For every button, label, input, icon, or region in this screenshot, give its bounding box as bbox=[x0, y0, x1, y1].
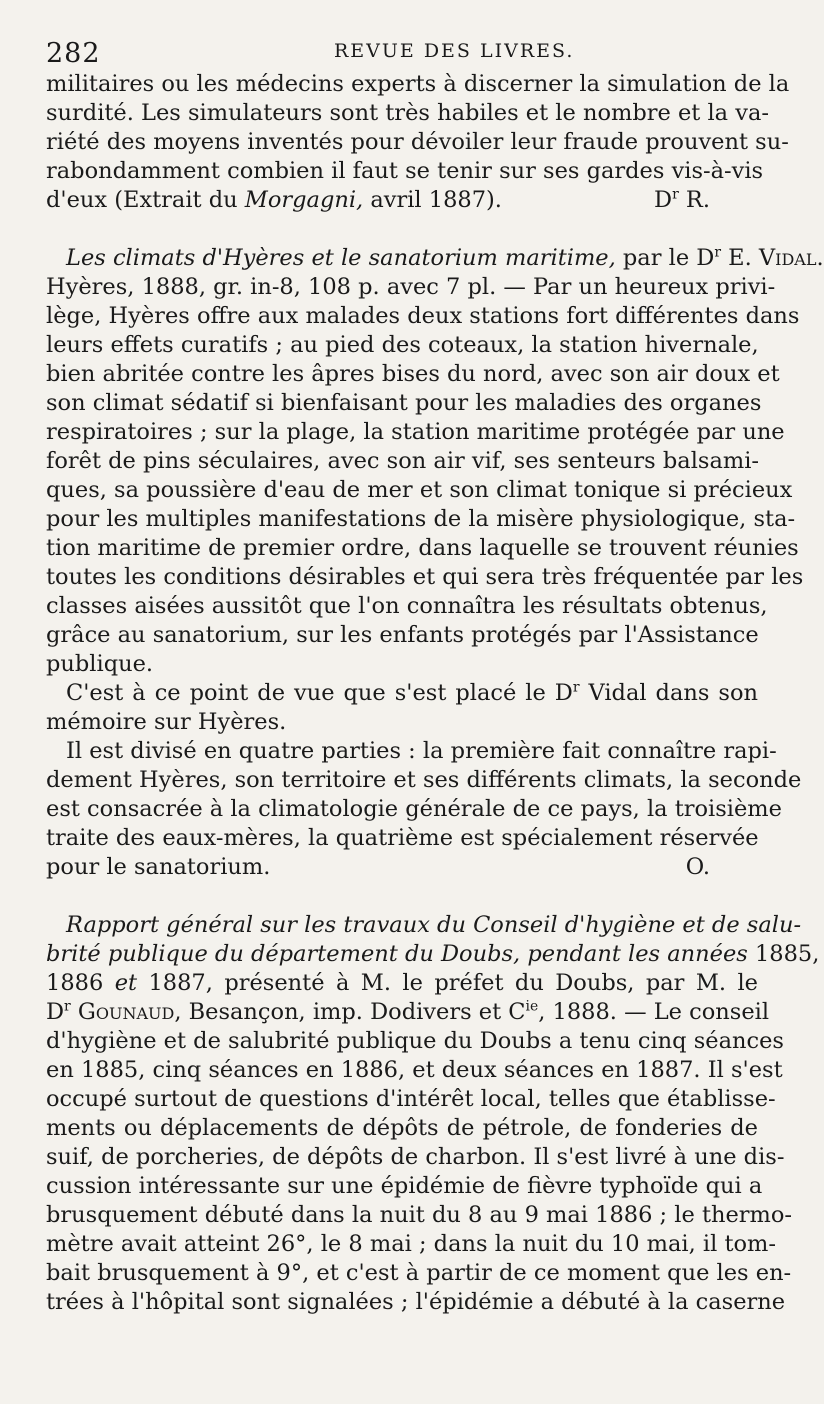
text-line: son climat sédatif si bienfaisant pour les maladies des organes bbox=[46, 390, 762, 416]
text-line: ments ou déplacements de dépôts de pétrole, de fonderies de bbox=[46, 1115, 758, 1141]
article-title: Les climats d'Hyères et le sanatorium maritime, par le $D^r$ E. Vidal. bbox=[66, 244, 824, 271]
text-line: forêt de pins séculaires, avec son air vif, ses senteurs balsami- bbox=[46, 448, 759, 474]
text-line: Il est divisé en quatre parties : la première fait connaître rapi- bbox=[66, 738, 777, 764]
text-line: riété des moyens inventés pour dévoiler leur fraude prouvent su- bbox=[46, 129, 789, 155]
text-line: mémoire sur Hyères. bbox=[46, 709, 287, 735]
text-line: occupé surtout de questions d'intérêt local, telles que établisse- bbox=[46, 1086, 776, 1112]
journal-title: Morgagni, bbox=[244, 187, 364, 213]
section-gap bbox=[46, 215, 758, 244]
text-line: publique. bbox=[46, 651, 154, 677]
article-title-cont: brité publique du département du Doubs, pendant les années 1885, bbox=[46, 941, 820, 967]
text-line: ques, sa poussière d'eau de mer et son climat tonique si précieux bbox=[46, 477, 793, 503]
text-line: dement Hyères, son territoire et ses différents climats, la seconde bbox=[46, 767, 802, 793]
text-line: en 1885, cinq séances en 1886, et deux séances en 1887. Il s'est bbox=[46, 1057, 783, 1083]
text-line: mètre avait atteint 26°, le 8 mai ; dans la nuit du 10 mai, il tom- bbox=[46, 1231, 776, 1257]
text-line: $D^r$ Gounaud, Besançon, imp. Dodivers et $C^{ie}$, 1888. — Le conseil bbox=[46, 998, 770, 1025]
text-line: classes aisées aussitôt que l'on connaîtra les résultats obtenus, bbox=[46, 593, 768, 619]
text-line: bait brusquement à 9°, et c'est à partir de ce moment que les en- bbox=[46, 1260, 792, 1286]
page-number: 282 bbox=[46, 38, 101, 69]
body-text bbox=[46, 70, 824, 1317]
signature: $D^r$ R. bbox=[654, 186, 710, 213]
signature: O. bbox=[685, 854, 710, 880]
text-line: respiratoires ; sur la plage, la station maritime protégée par une bbox=[46, 419, 785, 445]
text-line: d'hygiène et de salubrité publique du Doubs a tenu cinq séances bbox=[46, 1028, 784, 1054]
text-line: traite des eaux-mères, la quatrième est spécialement réservée bbox=[46, 825, 759, 851]
section-gap bbox=[46, 882, 758, 911]
text-line: leurs effets curatifs ; au pied des coteaux, la station hivernale, bbox=[46, 332, 759, 358]
text-line: grâce au sanatorium, sur les enfants protégés par l'Assistance bbox=[46, 622, 759, 648]
text-line: pour le sanatorium. O. bbox=[46, 854, 710, 880]
text-line: bien abritée contre les âpres bises du nord, avec son air doux et bbox=[46, 361, 780, 387]
author-name: Gounaud, bbox=[70, 999, 182, 1025]
text-line: C'est à ce point de vue que s'est placé le $D^r$ Vidal dans son bbox=[66, 679, 758, 706]
text-line: 1886 et 1887, présenté à M. le préfet du Doubs, par M. le bbox=[46, 970, 758, 996]
text-line: trées à l'hôpital sont signalées ; l'épidémie a débuté à la caserne bbox=[46, 1289, 786, 1315]
text-line: tion maritime de premier ordre, dans laquelle se trouvent réunies bbox=[46, 535, 799, 561]
text-line: surdité. Les simulateurs sont très habiles et le nombre et la va- bbox=[46, 100, 769, 126]
text-line: Hyères, 1888, gr. in-8, 108 p. avec 7 pl. — Par un heureux privi- bbox=[46, 274, 776, 300]
text-line: pour les multiples manifestations de la misère physiologique, sta- bbox=[46, 506, 796, 532]
text-line: rabondamment combien il faut se tenir sur ses gardes vis-à-vis bbox=[46, 158, 764, 184]
text-line: est consacrée à la climatologie générale de ce pays, la troisième bbox=[46, 796, 782, 822]
author-name: Vidal. bbox=[758, 245, 824, 271]
text-line: cussion intéressante sur une épidémie de fièvre typhoïde qui a bbox=[46, 1173, 763, 1199]
article-title: Rapport général sur les travaux du Conseil d'hygiène et de salu- bbox=[66, 912, 802, 938]
text-line: lège, Hyères offre aux malades deux stations fort différentes dans bbox=[46, 303, 800, 329]
text-line: toutes les conditions désirables et qui sera très fréquentée par les bbox=[46, 564, 804, 590]
text-line: d'eux (Extrait du Morgagni, avril 1887). $D^r$ R. bbox=[46, 186, 710, 213]
text-line: brusquement débuté dans la nuit du 8 au 9 mai 1886 ; le thermo- bbox=[46, 1202, 793, 1228]
running-head: REVUE DES LIVRES. bbox=[334, 40, 575, 62]
text-line: militaires ou les médecins experts à discerner la simulation de la bbox=[46, 71, 790, 97]
text-line: suif, de porcheries, de dépôts de charbon. Il s'est livré à une dis- bbox=[46, 1144, 785, 1170]
